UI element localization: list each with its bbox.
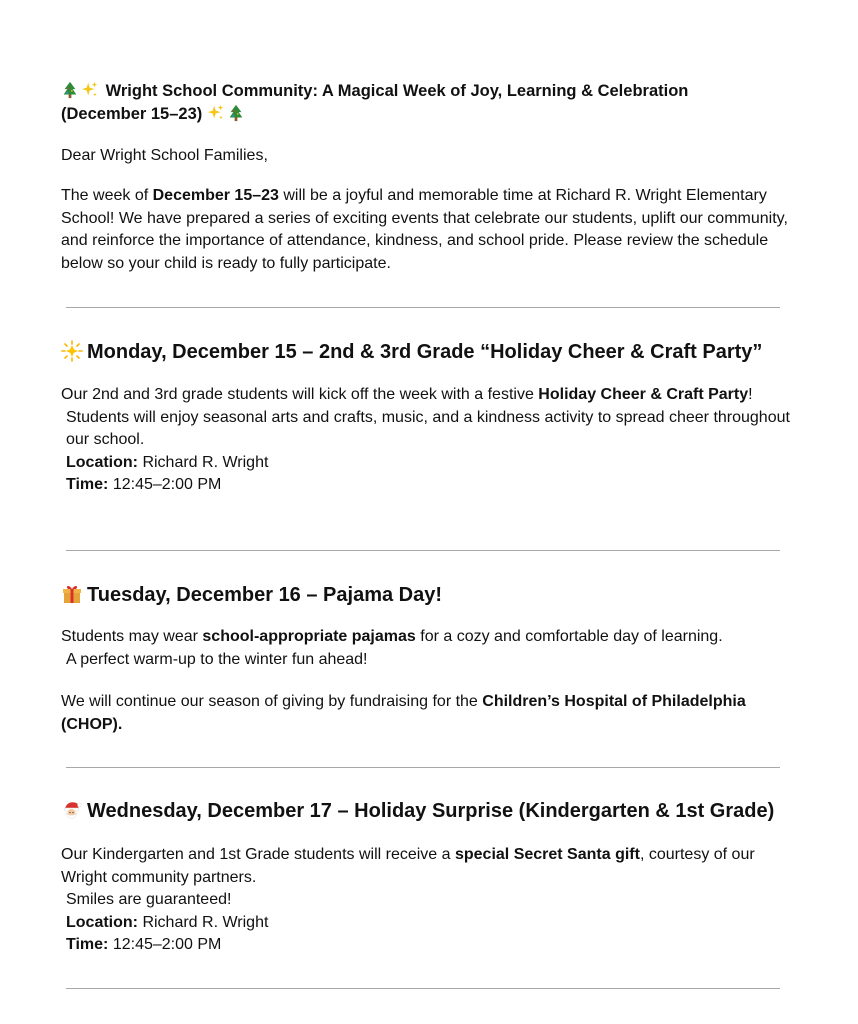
divider: [66, 988, 780, 989]
glowing-star-icon: [61, 340, 83, 362]
tuesday-charity: Children’s Hospital of Philadelphia (CHOP).: [61, 693, 746, 733]
time-value: 12:45–2:00 PM: [108, 476, 222, 493]
greeting: Dear Wright School Families,: [61, 147, 268, 164]
monday-heading: [61, 339, 762, 365]
intro-paragraph: [61, 185, 801, 275]
wednesday-body: [61, 844, 791, 957]
monday-description: Students will enjoy seasonal arts and crafts, music, and a kindness activity to spread cheer throughout our school.: [66, 408, 790, 448]
location-label: Location:: [66, 453, 138, 471]
wednesday-heading: [61, 798, 774, 824]
divider: [66, 307, 780, 308]
divider: [66, 767, 780, 768]
tuesday-paragraph-1: [61, 626, 791, 649]
tuesday-note: A perfect warm-up to the winter fun ahead!: [66, 650, 368, 668]
wednesday-time: [61, 934, 791, 957]
wednesday-note: Smiles are guaranteed!: [66, 891, 232, 908]
tuesday-heading: [61, 582, 442, 608]
tuesday-fundraising-text: We will continue our season of giving by fundraising for the: [61, 693, 483, 710]
newsletter-title: [61, 80, 761, 126]
intro-dates: December 15–23: [152, 187, 279, 204]
location-label: Location:: [66, 913, 138, 931]
wednesday-gift: special Secret Santa gift: [454, 846, 640, 863]
monday-text: Our 2nd and 3rd grade students will kick off the week with a festive: [61, 386, 539, 403]
wednesday-text-end: , courtesy of our Wright community partners.: [61, 846, 755, 886]
intro-text-1: The week of: [61, 187, 153, 204]
divider: [66, 550, 780, 551]
tuesday-text: Students may wear: [61, 628, 203, 645]
tuesday-title: Tuesday, December 16 – Pajama Day!: [87, 584, 442, 606]
time-label: Time:: [66, 476, 109, 493]
christmas-tree-icon: [227, 104, 245, 122]
sparkles-icon: [207, 104, 225, 122]
tuesday-body: [61, 626, 791, 736]
wednesday-paragraph-2: [61, 889, 791, 912]
sparkles-icon: [81, 81, 99, 99]
wednesday-paragraph-1: [61, 844, 791, 889]
time-label: Time:: [66, 936, 109, 953]
tuesday-paragraph-2: [61, 649, 791, 672]
monday-event-name: Holiday Cheer & Craft Party: [538, 386, 749, 403]
wednesday-title: Wednesday, December 17 – Holiday Surprise (Kindergarten & 1st Grade): [87, 800, 775, 822]
monday-time: [61, 474, 791, 497]
christmas-tree-icon: [61, 81, 79, 99]
wednesday-location: [61, 912, 791, 935]
gift-icon: [61, 583, 83, 605]
monday-body: [61, 384, 791, 497]
tuesday-paragraph-3: [61, 691, 791, 736]
newsletter-title-text: Wright School Community: A Magical Week of Joy, Learning & Celebration (December 15–23): [61, 82, 689, 123]
monday-paragraph-2: [61, 407, 791, 452]
tuesday-text-end: for a cozy and comfortable day of learning.: [415, 628, 723, 645]
monday-location: [61, 452, 791, 475]
tuesday-dress-code: school-appropriate pajamas: [202, 628, 416, 645]
time-value: 12:45–2:00 PM: [108, 936, 222, 953]
monday-paragraph-1: [61, 384, 791, 407]
intro-text-2: will be a joyful and memorable time at Richard R. Wright Elementary School! We have prepared a series of exciting events that celebrate our students, uplift our community, and reinforce the importance of attendance, kindness, and school pride. Please review the schedule below so your child is ready to fully participate.: [61, 187, 788, 272]
monday-text-end: !: [748, 386, 753, 403]
location-value: Richard R. Wright: [138, 453, 269, 471]
monday-title: Monday, December 15 – 2nd & 3rd Grade “Holiday Cheer & Craft Party”: [87, 341, 763, 363]
santa-icon: [61, 799, 83, 821]
wednesday-text: Our Kindergarten and 1st Grade students will receive a: [61, 846, 455, 863]
location-value: Richard R. Wright: [138, 913, 269, 931]
